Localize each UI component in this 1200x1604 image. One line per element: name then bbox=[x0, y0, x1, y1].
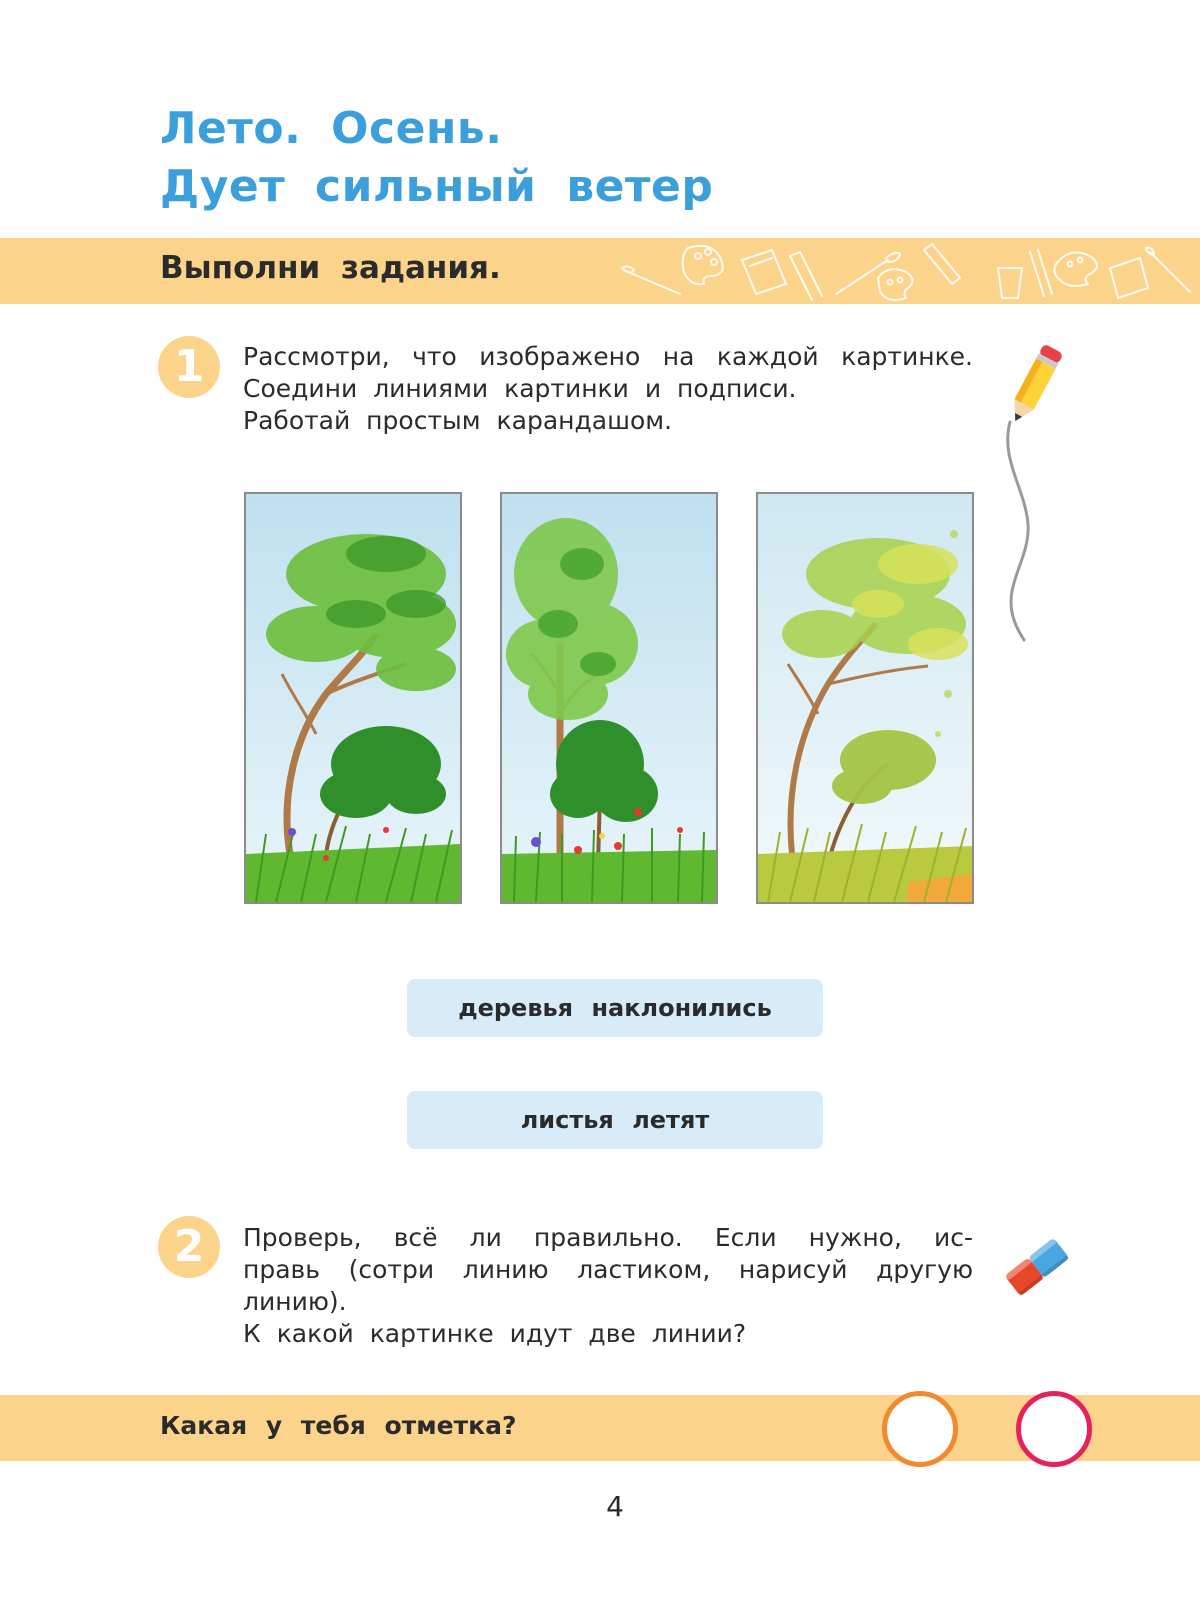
task-1-line-1: Рассмотри, что изображено на каждой картинке. bbox=[243, 342, 973, 371]
caption-trees-bent: деревья наклонились bbox=[407, 979, 823, 1037]
task-2-line-3: линию). bbox=[243, 1287, 347, 1316]
page-title-line-1: Лето. Осень. bbox=[160, 103, 503, 154]
task-2-text bbox=[243, 1222, 973, 1350]
picture-tree-bent-autumn bbox=[756, 492, 974, 904]
pencil-icon bbox=[996, 340, 1086, 650]
task-1-line-3: Работай простым карандашом. bbox=[243, 406, 673, 435]
tree-bent-summer-image bbox=[246, 494, 460, 902]
task-2-line-4: К какой картинке идут две линии? bbox=[243, 1319, 747, 1348]
picture-tree-bent-summer bbox=[244, 492, 462, 904]
self-assessment-question: Какая у тебя отметка? bbox=[160, 1411, 517, 1440]
eraser-icon bbox=[996, 1226, 1078, 1308]
picture-tree-still-summer bbox=[500, 492, 718, 904]
tree-still-summer-image bbox=[502, 494, 716, 902]
section-header: Выполни задания. bbox=[160, 250, 501, 286]
mark-circle-red[interactable] bbox=[1016, 1391, 1092, 1467]
art-supplies-doodle-icon bbox=[610, 238, 1200, 304]
task-2-line-1: Проверь, всё ли правильно. Если нужно, ис- bbox=[243, 1223, 973, 1252]
task-1-line-2: Соедини линиями картинки и подписи. bbox=[243, 374, 797, 403]
task-1-number: 1 bbox=[158, 336, 220, 398]
section-header-band bbox=[0, 238, 1200, 304]
task-2-line-2: правь (сотри линию ластиком, нарисуй другую bbox=[243, 1255, 973, 1284]
task-1-text bbox=[243, 341, 973, 437]
tree-bent-autumn-image bbox=[758, 494, 972, 902]
page-title-line-2: Дует сильный ветер bbox=[160, 161, 714, 212]
page-number: 4 bbox=[606, 1490, 624, 1523]
mark-circle-orange[interactable] bbox=[882, 1391, 958, 1467]
caption-leaves-flying: листья летят bbox=[407, 1091, 823, 1149]
task-2-number: 2 bbox=[158, 1216, 220, 1278]
page-title bbox=[160, 100, 713, 216]
